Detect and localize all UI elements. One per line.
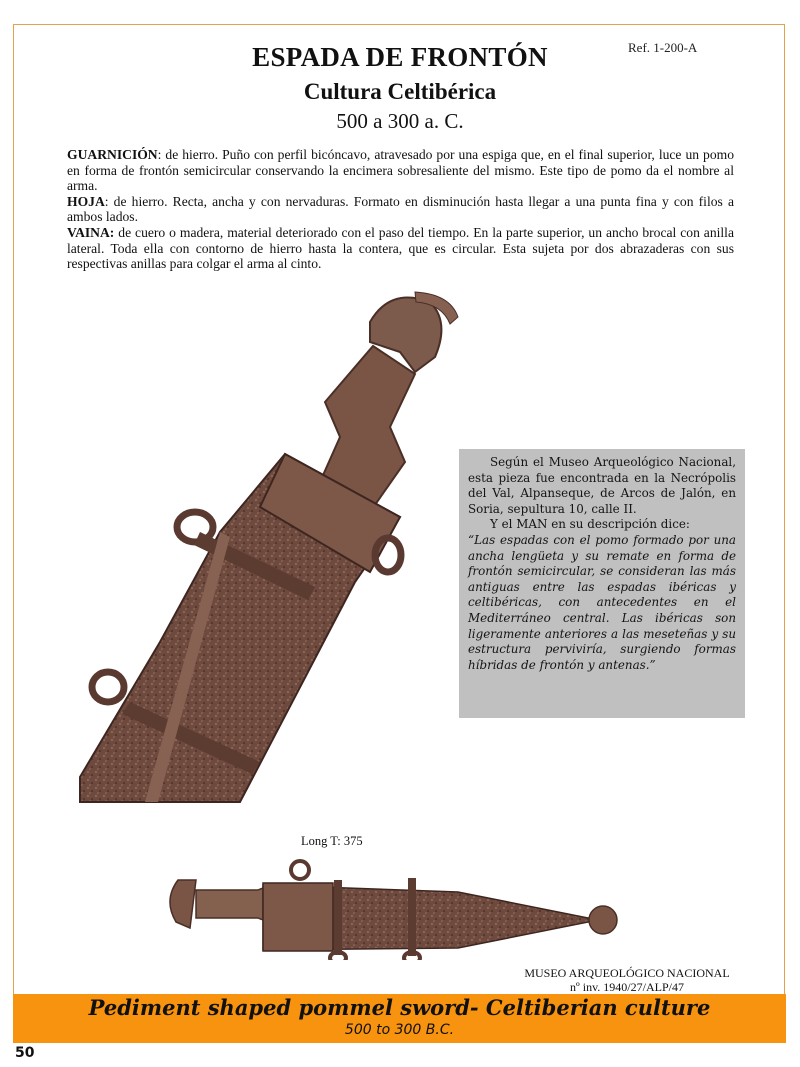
reference-code: Ref. 1-200-A: [628, 40, 698, 55]
label-hoja: HOJA: [67, 193, 105, 209]
info-quote: “Las espadas con el pomo formado por una ancha lengüeta y su remate en forma de frontón semicircular, se consideran las más antiguas entre las espadas ibéricas y celtibéricas, con antecedentes en el Mediterráneo central. Las ibéricas son ligeramente anteriores a las meseteñas y su estructura perviviría, surgiendo formas híbridas de frontón y antenas.”: [468, 532, 736, 672]
label-guarnicion: GUARNICIÓN: [67, 147, 158, 162]
museum-credit: [500, 966, 754, 994]
sep: :: [104, 193, 109, 209]
page-title: ESPADA DE FRONTÓN: [252, 42, 548, 72]
text-hoja: de hierro. Recta, ancha y con nervaduras. Formato en disminución hasta llegar a una punta fina y con filos a ambos lados.: [67, 193, 734, 225]
ring: [92, 672, 124, 702]
label-vaina: VAINA:: [67, 224, 115, 240]
description-guarnicion: [67, 147, 734, 194]
text-vaina: de cuero o madera, material deteriorado con el paso del tiempo. En la parte superior, un ancho brocal con anilla lateral. Toda ella con contorno de hierro hasta la contera, que es circular. Esta sujeta por dos abrazaderas con sus respectivas anillas para colgar el arma al cinto.: [67, 224, 734, 272]
english-dates: 500 to 300 B.C.: [344, 1022, 455, 1038]
sep: :: [157, 147, 162, 162]
chape: [589, 906, 617, 934]
description: [67, 147, 734, 272]
sword-detail-image: [70, 282, 470, 827]
date-range: 500 a 300 a. C.: [336, 109, 464, 133]
sword-full-image: [158, 850, 638, 960]
pommel: [170, 880, 196, 928]
info-paragraph: Y el MAN en su descripción dice:: [490, 517, 690, 532]
length-label: Long T: 375: [301, 834, 363, 848]
description-hoja: [67, 194, 734, 225]
ring: [330, 952, 346, 960]
band: [334, 880, 342, 955]
page-number: 50: [15, 1045, 35, 1061]
band: [408, 878, 416, 956]
footer-band: [13, 994, 786, 1043]
locket: [263, 883, 333, 951]
description-vaina: [67, 225, 734, 272]
text-guarnicion: de hierro. Puño con perfil bicóncavo, atravesado por una espiga que, en el final superior, luce un pomo en forma de frontón semicircular conservando la encimera sobresaliente del mismo. Este tipo de pomo da el nombre al arma.: [67, 147, 734, 194]
info-box: [459, 449, 745, 718]
page-subtitle: Cultura Celtibérica: [303, 79, 497, 104]
info-paragraph: Según el Museo Arqueológico Nacional, esta pieza fue encontrada en la Necrópolis del Val, Alpanseque, de Arcos de Jalón, en Soria, sepultura 10, calle II.: [468, 455, 736, 516]
ring: [291, 861, 309, 879]
english-title: Pediment shaped pommel sword- Celtiberian culture: [88, 995, 711, 1020]
inventory-number: nº inv. 1940/27/ALP/47: [570, 980, 684, 994]
museum-name: MUSEO ARQUEOLÓGICO NACIONAL: [524, 966, 730, 980]
